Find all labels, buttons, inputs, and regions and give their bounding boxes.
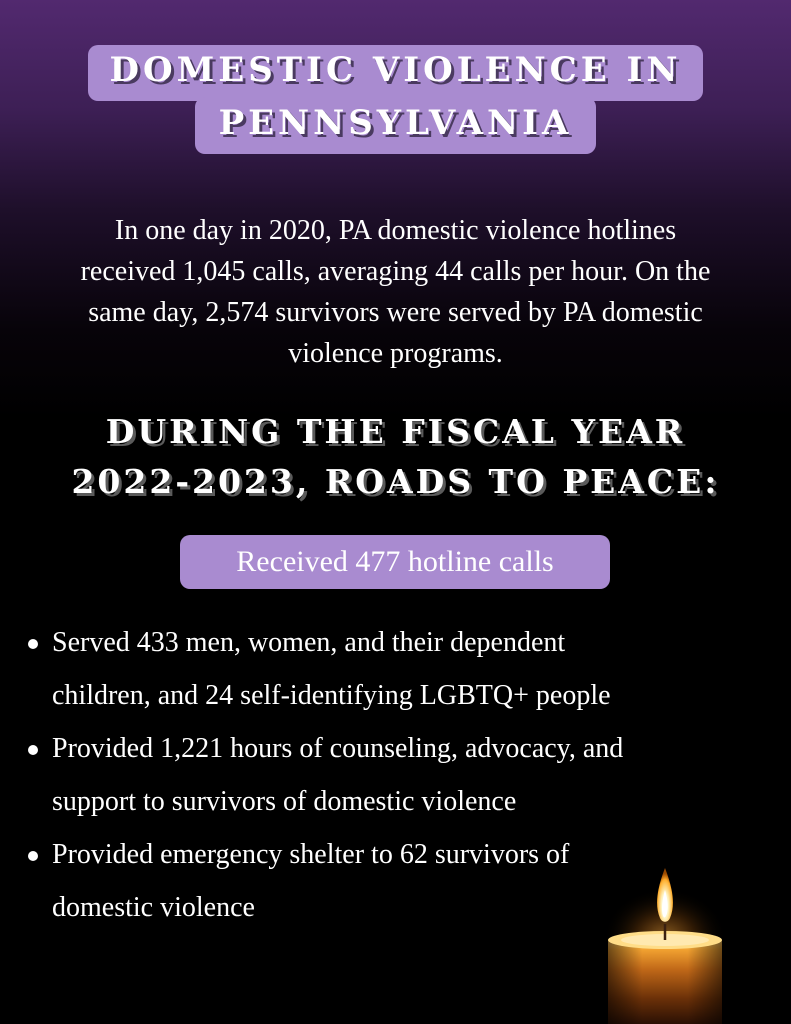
fiscal-year-heading-line-1: DURING THE FISCAL YEAR [105, 412, 686, 451]
hotline-calls-highlight: Received 477 hotline calls [180, 535, 610, 589]
intro-line: same day, 2,574 survivors were served by PA domestic [88, 297, 703, 328]
fiscal-year-heading-line-2: 2022-2023, ROADS TO PEACE: [71, 462, 720, 501]
list-item-line: support to survivors of domestic violence [52, 786, 517, 817]
page-title-line-1: DOMESTIC VIOLENCE IN [109, 50, 682, 90]
bullet-icon [28, 851, 38, 861]
list-item [0, 616, 791, 722]
bullet-icon [28, 639, 38, 649]
list-item-line: Provided emergency shelter to 62 survivors of [52, 839, 570, 870]
candle-icon [600, 860, 730, 1024]
intro-line: violence programs. [288, 338, 503, 369]
intro-line: received 1,045 calls, averaging 44 calls per hour. On the [80, 256, 711, 287]
intro-paragraph [0, 210, 791, 374]
list-item-line: children, and 24 self-identifying LGBTQ+ people [52, 680, 611, 711]
list-item [0, 722, 791, 828]
list-item-line: Provided 1,221 hours of counseling, advocacy, and [52, 733, 624, 764]
list-item-line: Served 433 men, women, and their dependent [52, 627, 566, 658]
page-title-line-2: PENNSYLVANIA [218, 103, 573, 143]
list-item-line: domestic violence [52, 892, 255, 923]
bullet-icon [28, 745, 38, 755]
intro-line: In one day in 2020, PA domestic violence hotlines [114, 215, 677, 246]
